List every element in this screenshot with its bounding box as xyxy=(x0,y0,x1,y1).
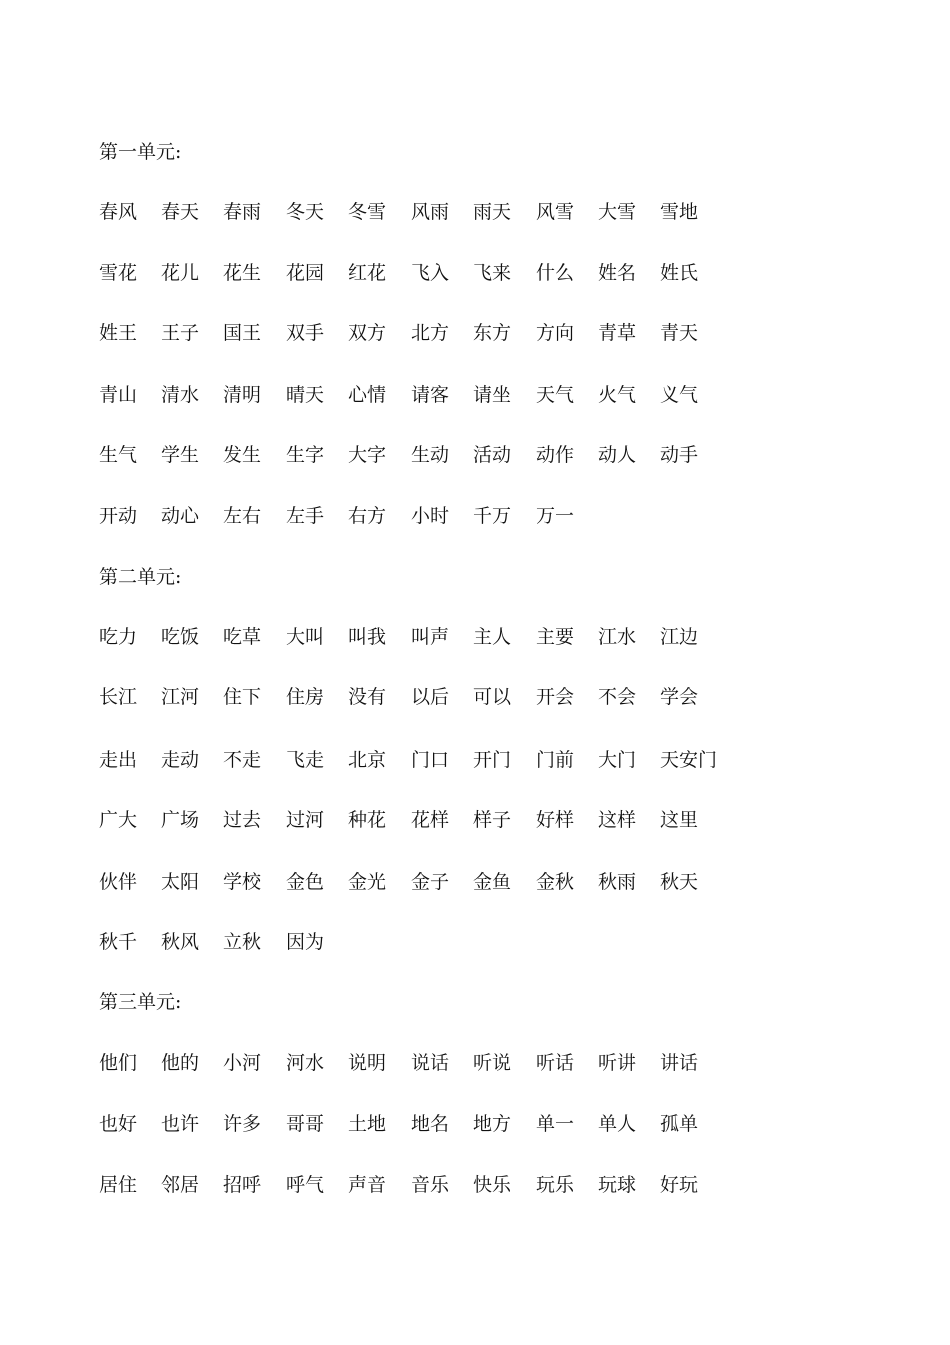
vocab-word: 孤单 xyxy=(660,1113,699,1135)
vocab-word: 开动 xyxy=(99,505,138,527)
vocab-word: 地名 xyxy=(411,1113,450,1135)
vocab-word: 主要 xyxy=(536,626,575,648)
unit-title: 第三单元: xyxy=(99,991,182,1013)
vocab-word: 生字 xyxy=(286,444,325,466)
word-row xyxy=(0,871,950,895)
vocab-word: 吃饭 xyxy=(161,626,200,648)
vocab-word: 地方 xyxy=(473,1113,512,1135)
vocab-word: 动心 xyxy=(161,505,200,527)
vocab-word: 大叫 xyxy=(286,626,325,648)
vocab-word: 红花 xyxy=(348,262,387,284)
vocab-word: 江水 xyxy=(598,626,637,648)
vocab-word: 学校 xyxy=(223,871,262,893)
vocab-word: 冬雪 xyxy=(348,201,387,223)
word-row xyxy=(0,384,950,408)
vocab-word: 说明 xyxy=(348,1052,387,1074)
vocab-word: 单人 xyxy=(598,1113,637,1135)
word-row xyxy=(0,686,950,710)
vocab-word: 过去 xyxy=(223,809,262,831)
vocab-word: 动手 xyxy=(660,444,699,466)
vocab-word: 居住 xyxy=(99,1174,138,1196)
vocab-word: 什么 xyxy=(536,262,575,284)
vocab-word: 走动 xyxy=(161,749,200,771)
vocab-word: 大雪 xyxy=(598,201,637,223)
vocab-word: 青天 xyxy=(660,322,699,344)
vocab-word: 江边 xyxy=(660,626,699,648)
vocab-word: 招呼 xyxy=(223,1174,262,1196)
vocab-word: 学生 xyxy=(161,444,200,466)
vocab-word: 叫我 xyxy=(348,626,387,648)
word-row xyxy=(0,809,950,833)
vocab-word: 请坐 xyxy=(473,384,512,406)
vocab-word: 春雨 xyxy=(223,201,262,223)
word-row xyxy=(0,749,950,773)
vocab-word: 心情 xyxy=(348,384,387,406)
vocab-word: 长江 xyxy=(99,686,138,708)
vocab-word: 因为 xyxy=(286,931,325,953)
vocab-word: 快乐 xyxy=(473,1174,512,1196)
vocab-word: 立秋 xyxy=(223,931,262,953)
vocab-word: 种花 xyxy=(348,809,387,831)
vocab-word: 雪花 xyxy=(99,262,138,284)
vocab-word: 呼气 xyxy=(286,1174,325,1196)
vocab-word: 北京 xyxy=(348,749,387,771)
vocab-word: 好样 xyxy=(536,809,575,831)
vocab-word: 邻居 xyxy=(161,1174,200,1196)
vocab-word: 秋风 xyxy=(161,931,200,953)
word-row xyxy=(0,262,950,286)
unit-title: 第一单元: xyxy=(99,141,182,163)
vocab-word: 左手 xyxy=(286,505,325,527)
vocab-word: 冬天 xyxy=(286,201,325,223)
vocab-word: 听话 xyxy=(536,1052,575,1074)
vocab-word: 青草 xyxy=(598,322,637,344)
vocab-word: 金光 xyxy=(348,871,387,893)
vocab-word: 玩球 xyxy=(598,1174,637,1196)
vocab-word: 他们 xyxy=(99,1052,138,1074)
vocab-word: 动人 xyxy=(598,444,637,466)
vocab-word: 清明 xyxy=(223,384,262,406)
vocab-word: 大门 xyxy=(598,749,637,771)
vocab-word: 开会 xyxy=(536,686,575,708)
vocab-word: 吃草 xyxy=(223,626,262,648)
vocab-word: 秋千 xyxy=(99,931,138,953)
vocab-word: 样子 xyxy=(473,809,512,831)
vocab-word: 天安门 xyxy=(660,749,718,771)
vocab-word: 江河 xyxy=(161,686,200,708)
vocab-word: 花样 xyxy=(411,809,450,831)
vocab-word: 天气 xyxy=(536,384,575,406)
word-row xyxy=(0,626,950,650)
vocab-word: 雨天 xyxy=(473,201,512,223)
word-row xyxy=(0,1052,950,1076)
vocab-word: 他的 xyxy=(161,1052,200,1074)
vocab-word: 青山 xyxy=(99,384,138,406)
vocab-word: 姓名 xyxy=(598,262,637,284)
vocab-word: 万一 xyxy=(536,505,575,527)
word-row xyxy=(0,931,950,955)
vocab-word: 风雪 xyxy=(536,201,575,223)
vocab-word: 风雨 xyxy=(411,201,450,223)
vocab-word: 金色 xyxy=(286,871,325,893)
vocab-word: 广大 xyxy=(99,809,138,831)
vocab-word: 发生 xyxy=(223,444,262,466)
vocab-word: 走出 xyxy=(99,749,138,771)
vocab-word: 讲话 xyxy=(660,1052,699,1074)
vocab-word: 动作 xyxy=(536,444,575,466)
vocab-word: 没有 xyxy=(348,686,387,708)
word-row xyxy=(0,1174,950,1198)
vocab-word: 左右 xyxy=(223,505,262,527)
vocab-word: 伙伴 xyxy=(99,871,138,893)
vocab-word: 春天 xyxy=(161,201,200,223)
vocab-word: 玩乐 xyxy=(536,1174,575,1196)
vocab-word: 千万 xyxy=(473,505,512,527)
vocab-word: 北方 xyxy=(411,322,450,344)
vocab-word: 飞来 xyxy=(473,262,512,284)
vocab-word: 河水 xyxy=(286,1052,325,1074)
vocab-word: 这样 xyxy=(598,809,637,831)
vocab-word: 春风 xyxy=(99,201,138,223)
vocab-word: 金子 xyxy=(411,871,450,893)
vocab-word: 主人 xyxy=(473,626,512,648)
vocab-word: 火气 xyxy=(598,384,637,406)
unit-title: 第二单元: xyxy=(99,566,182,588)
vocab-word: 住房 xyxy=(286,686,325,708)
vocab-word: 太阳 xyxy=(161,871,200,893)
vocab-word: 双手 xyxy=(286,322,325,344)
vocab-word: 许多 xyxy=(223,1113,262,1135)
vocab-word: 金秋 xyxy=(536,871,575,893)
vocab-word: 听讲 xyxy=(598,1052,637,1074)
vocab-word: 生气 xyxy=(99,444,138,466)
vocab-word: 生动 xyxy=(411,444,450,466)
vocab-word: 义气 xyxy=(660,384,699,406)
vocab-word: 东方 xyxy=(473,322,512,344)
vocab-word: 住下 xyxy=(223,686,262,708)
word-row xyxy=(0,444,950,468)
vocab-word: 秋雨 xyxy=(598,871,637,893)
vocab-word: 吃力 xyxy=(99,626,138,648)
vocab-word: 声音 xyxy=(348,1174,387,1196)
vocab-word: 王子 xyxy=(161,322,200,344)
vocab-word: 晴天 xyxy=(286,384,325,406)
vocab-word: 小河 xyxy=(223,1052,262,1074)
vocab-word: 不会 xyxy=(598,686,637,708)
vocab-word: 土地 xyxy=(348,1113,387,1135)
word-row xyxy=(0,201,950,225)
vocab-word: 也许 xyxy=(161,1113,200,1135)
vocab-word: 小时 xyxy=(411,505,450,527)
vocab-word: 好玩 xyxy=(660,1174,699,1196)
vocab-word: 金鱼 xyxy=(473,871,512,893)
vocab-word: 活动 xyxy=(473,444,512,466)
vocab-word: 飞走 xyxy=(286,749,325,771)
vocab-word: 姓王 xyxy=(99,322,138,344)
vocab-word: 请客 xyxy=(411,384,450,406)
word-row xyxy=(0,1113,950,1137)
vocab-word: 右方 xyxy=(348,505,387,527)
vocab-word: 花园 xyxy=(286,262,325,284)
vocab-word: 花生 xyxy=(223,262,262,284)
vocab-word: 广场 xyxy=(161,809,200,831)
vocab-word: 可以 xyxy=(473,686,512,708)
vocab-word: 说话 xyxy=(411,1052,450,1074)
vocab-word: 方向 xyxy=(536,322,575,344)
vocab-word: 叫声 xyxy=(411,626,450,648)
vocab-word: 哥哥 xyxy=(286,1113,325,1135)
vocab-word: 国王 xyxy=(223,322,262,344)
vocab-word: 听说 xyxy=(473,1052,512,1074)
vocab-word: 雪地 xyxy=(660,201,699,223)
vocab-word: 双方 xyxy=(348,322,387,344)
vocab-word: 大字 xyxy=(348,444,387,466)
vocab-word: 秋天 xyxy=(660,871,699,893)
vocab-word: 开门 xyxy=(473,749,512,771)
vocab-word: 花儿 xyxy=(161,262,200,284)
vocab-word: 过河 xyxy=(286,809,325,831)
word-row xyxy=(0,505,950,529)
vocab-word: 也好 xyxy=(99,1113,138,1135)
vocab-word: 单一 xyxy=(536,1113,575,1135)
word-row xyxy=(0,322,950,346)
vocab-word: 这里 xyxy=(660,809,699,831)
vocab-word: 学会 xyxy=(660,686,699,708)
vocab-word: 不走 xyxy=(223,749,262,771)
vocab-word: 门前 xyxy=(536,749,575,771)
vocab-word: 姓氏 xyxy=(660,262,699,284)
vocab-word: 以后 xyxy=(411,686,450,708)
vocab-word: 音乐 xyxy=(411,1174,450,1196)
vocab-word: 清水 xyxy=(161,384,200,406)
vocab-word: 门口 xyxy=(411,749,450,771)
vocab-word: 飞入 xyxy=(411,262,450,284)
